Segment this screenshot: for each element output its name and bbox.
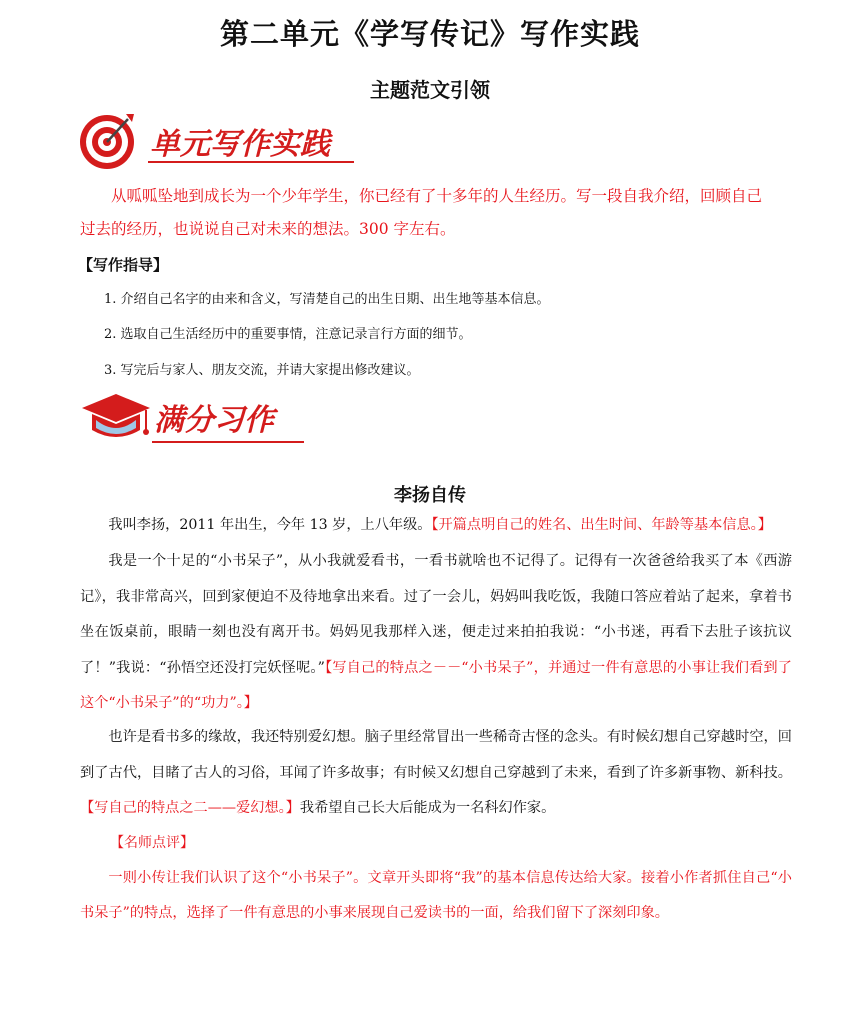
essay-paragraph-3 [80,720,792,827]
target-icon [80,114,134,169]
essay-text: 我叫李扬，2011 年出生，今年 13 岁，上八年级。 [108,517,432,533]
graduation-cap-icon [82,394,150,437]
writing-prompt: 从呱呱坠地到成长为一个少年学生，你已经有了十多年的人生经历。写一段自我介绍，回顾自己过去的经历，也说说自己对未来的想法。300 字左右。 [80,187,763,238]
essay-banner [78,386,318,452]
essay-paragraph-1 [80,508,792,544]
guide-item: 3. 写完后与家人、朋友交流，并请大家提出修改建议。 [104,363,420,378]
essay-paragraph-2 [80,544,792,722]
guide-item: 1. 介绍自己名字的由来和含义，写清楚自己的出生日期、出生地等基本信息。 [104,292,550,307]
essay-annotation: 【写自己的特点之－－“小书呆子”，并通过一件有意思的小事让我们看到了这个“小书呆子”的“功力”。】 [80,659,792,711]
guide-item: 2. 选取自己生活经历中的重要事情，注意记录言行方面的细节。 [104,327,472,342]
essay-text: 我希望自己长大后能成为一名科幻作家。 [299,800,556,816]
guide-heading: 【写作指导】 [78,256,169,274]
page-title: 第二单元《学写传记》写作实践 [219,17,640,51]
essay-annotation: 【写自己的特点之二——爱幻想。】 [80,800,300,816]
teacher-comment-heading: 【名师点评】 [110,835,194,851]
unit-practice-banner [76,110,366,172]
essay-annotation: 【开篇点明自己的姓名、出生时间、年龄等基本信息。】 [431,517,772,533]
page-subtitle: 主题范文引领 [370,78,490,102]
essay-title: 李扬自传 [394,485,466,506]
essay-banner-label: 满分习作 [154,403,274,438]
essay-text: 也许是看书多的缘故，我还特别爱幻想。脑子里经常冒出一些稀奇古怪的念头。有时候幻想自己穿越时空，回到了古代，目睹了古人的习俗，耳闻了许多故事；有时候又幻想自己穿越到了未来，看到了许多新事物、新科技。 [80,729,792,781]
teacher-comment: 一则小传让我们认识了这个“小书呆子”。文章开头即将“我”的基本信息传达给大家。接着小作者抓住自己“小书呆子”的特点，选择了一件有意思的小事来展现自己爱读书的一面，给我们留下了深刻印象。 [80,870,792,921]
essay-text: 我是一个十足的“小书呆子”，从小我就爱看书，一看书就啥也不记得了。记得有一次爸爸给我买了本《西游记》，我非常高兴，回到家便迫不及待地拿出来看。过了一会儿，妈妈叫我吃饭，我随口答应着站了起来，拿着书坐在饭桌前，眼睛一刻也没有离开书。妈妈见我那样入迷，便走过来拍拍我说：“小书迷，再看下去肚子该抗议了！”我说：“孙悟空还没打完妖怪呢。” [80,553,792,676]
unit-practice-banner-label: 单元写作实践 [150,127,330,162]
